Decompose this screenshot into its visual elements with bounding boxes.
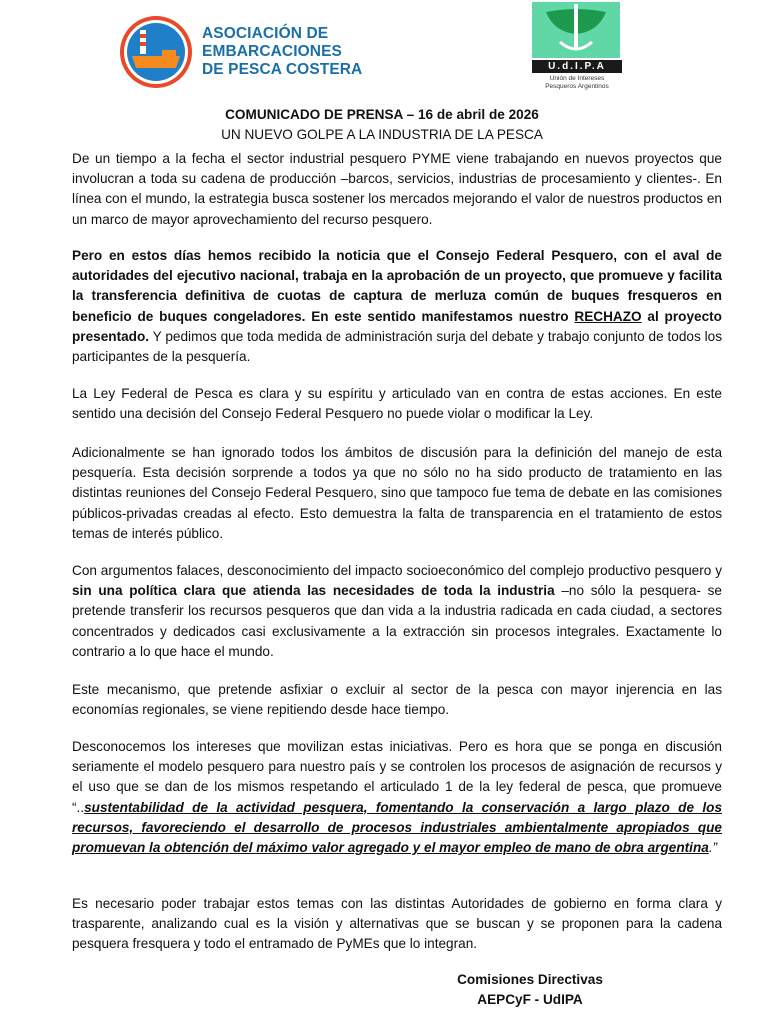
text: Con argumentos falaces, desconocimiento del impacto socioeconómico del complejo productivo pesquero y — [72, 563, 722, 578]
org-name-line: ASOCIACIÓN DE — [202, 25, 329, 42]
text: Y pedimos que toda medida de administración surja del debate y trabajo conjunto de todos los participantes de la pesquería. — [72, 328, 722, 365]
anchor-emblem-icon — [532, 2, 620, 58]
text: . En este sentido manifestamos nuestro — [301, 308, 575, 324]
udipa-subtitle-line: Pesqueros Argentinos — [545, 83, 609, 90]
bold-text: al proyecto presentado. — [72, 308, 722, 344]
signature-line: Comisiones Directivas — [457, 972, 603, 987]
text: .” — [708, 840, 718, 856]
aepc-logo — [118, 14, 362, 90]
paragraph-4: Adicionalmente se han ignorado todos los ámbitos de discusión para la definición del manejo de esta pesquería. Esta decisión sorprende a todos ya que no sólo no ha sido producto de tratamiento en las distintas reuniones del Consejo Federal Pesquero, sino que tampoco fue tema de debate en las comisiones públicos-privadas creadas al efecto. Esto demuestra la falta de transparencia en el tratamiento de estos temas de interés público. — [72, 445, 722, 541]
udipa-subtitle — [532, 75, 622, 91]
org-name-line: EMBARCACIONES — [202, 43, 342, 60]
org-name-line: DE PESCA COSTERA — [202, 61, 363, 78]
press-release-subtitle: UN NUEVO GOLPE A LA INDUSTRIA DE LA PESCA — [221, 127, 543, 142]
text: Desconocemos los intereses que movilizan estas iniciativas. Pero es hora que se ponga en discusión seriamente el modelo pesquero para nuestro país y se controlen los procesos de asignación de recursos y el uso que se dan de los mismos respetando el articulado 1 de la ley federal de pesca, que promueve “.. — [72, 739, 722, 815]
press-release-title: COMUNICADO DE PRENSA – 16 de abril de 2026 — [225, 107, 539, 122]
udipa-logo — [532, 2, 622, 91]
text: –no sólo la pesquera- se pretende transferir los recursos pesqueros que dan vida a la industria radicada en cada ciudad, a sectores concentrados y dedicados casi exclusivamente a la extracción sin procesos integrales. Exactamente lo contrario a lo que hace el mundo. — [72, 583, 722, 659]
signature-line: AEPCyF - UdIPA — [477, 992, 583, 1007]
paragraph-2 — [72, 246, 722, 367]
paragraph-5 — [72, 561, 722, 662]
org-name — [202, 25, 362, 79]
paragraph-8: Es necesario poder trabajar estos temas con las distintas Autoridades de gobierno en forma clara y trasparente, analizando cual es la visión y alternativas que se buscan y se proponen para la cadena pesquera fresquera y todo el entramado de PyMEs que lo integran. — [72, 896, 722, 952]
rechazo-emphasis: RECHAZO — [574, 308, 642, 324]
paragraph-7 — [72, 737, 722, 858]
bold-text: Pero en estos días hemos recibido la noticia que el Consejo Federal Pesquero, con el aval de autoridades del ejecutivo nacional, trabaja en la aprobación de un proyecto, que promueve y facilita la transferencia definitiva de cuotas de captura de merluza común de buques fresqueros en beneficio de buques congeladores — [72, 248, 722, 324]
paragraph-6: Este mecanismo, que pretende asfixiar o excluir al sector de la pesca con mayor injerencia en las economías regionales, se viene repitiendo desde hace tiempo. — [72, 682, 722, 718]
signature — [440, 970, 620, 1010]
udipa-acronym: U.d.I.P.A — [532, 60, 622, 73]
udipa-subtitle-line: Unión de Intereses — [549, 75, 605, 82]
lighthouse-boat-icon — [118, 14, 194, 90]
paragraph-1: De un tiempo a la fecha el sector industrial pesquero PYME viene trabajando en nuevos proyectos que involucran a toda su cadena de producción –barcos, servicios, industrias de procesamiento y clientes-. En línea con el mundo, la estrategia busca sostener los mercados mejorando el valor de nuestros productos en un marco de mayor aprovechamiento del recurso pesquero. — [72, 151, 722, 227]
bold-text: sin una política clara que atienda las necesidades de toda la industria — [72, 583, 555, 599]
paragraph-3: La Ley Federal de Pesca es clara y su espíritu y articulado van en contra de estas acciones. En este sentido una decisión del Consejo Federal Pesquero no puede violar o modificar la Ley. — [72, 386, 722, 422]
law-quote: sustentabilidad de la actividad pesquera, fomentando la conservación a largo plazo de los recursos, favoreciendo el desarrollo de procesos industriales ambientalmente apropiados que promuevan la obtención del máximo valor agregado y el mayor empleo de mano de obra argentina — [72, 799, 722, 856]
